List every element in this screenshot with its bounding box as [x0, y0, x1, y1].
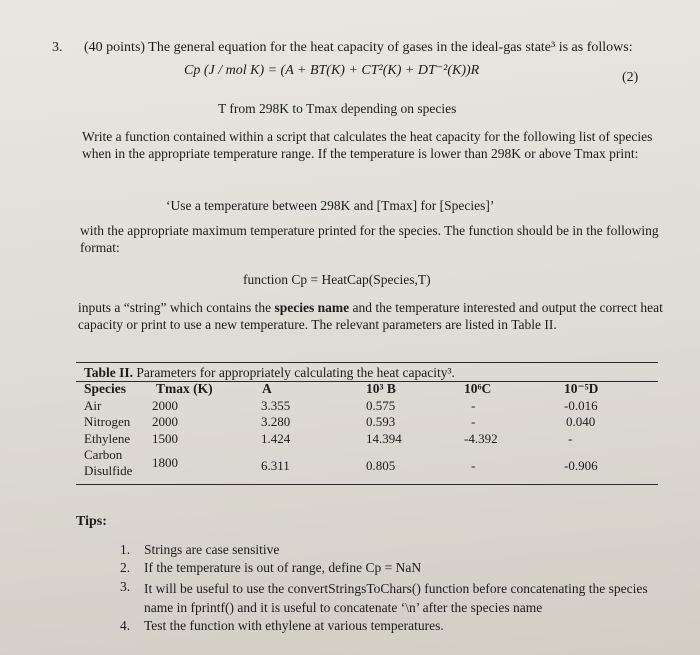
table-row-d: 0.040 [566, 414, 596, 429]
table-row-c: -4.392 [464, 431, 498, 446]
tip-number: 4. [120, 618, 131, 633]
table-row-tmax: 1800 [152, 455, 178, 470]
table-row-tmax: 2000 [152, 414, 178, 429]
question-number: 3. [52, 40, 63, 55]
table-row-tmax: 1500 [152, 431, 178, 446]
para3-text-b: and the temperature interested and output the correct heat capacity or print to use a new temperature. The relevant parameters are listed in Table II. [78, 300, 663, 332]
table-row-a: 1.424 [261, 431, 291, 446]
para3-species-name: species name [274, 300, 350, 315]
table-row-species: Ethylene [84, 431, 131, 446]
table-caption [84, 365, 455, 381]
table-caption-label: Table II. [84, 365, 134, 380]
table-header-b: 10³ B [366, 381, 396, 396]
table-bottom-rule [76, 484, 658, 485]
instructions-paragraph-2: with the appropriate maximum temperature printed for the species. The function should be in the following format: [80, 223, 659, 255]
table-row-b: 0.805 [366, 458, 396, 473]
table-header-tmax: Tmax (K) [156, 381, 213, 396]
tip-number: 2. [120, 560, 131, 575]
table-row-c: - [471, 458, 476, 473]
table-row-a: 6.311 [261, 458, 290, 473]
tips-heading: Tips: [76, 514, 107, 529]
instructions-paragraph-1: Write a function contained within a script that calculates the heat capacity for the following list of species when in the appropriate temperature range. If the temperature is lower than 298K or above Tmax print: [82, 129, 653, 161]
tip-text: Strings are case sensitive [144, 542, 280, 557]
tip-number: 3. [120, 579, 131, 594]
tip-text: If the temperature is out of range, define Cp = NaN [144, 560, 422, 575]
table-row-a: 3.280 [261, 414, 291, 429]
table-top-rule [76, 362, 658, 363]
table-row-d: - [568, 431, 573, 446]
out-of-range-message: ‘Use a temperature between 298K and [Tmax] for [Species]’ [166, 198, 495, 213]
table-row-species: Nitrogen [84, 414, 131, 429]
table-row-species: Carbon Disulfide [84, 447, 133, 478]
table-row-tmax: 2000 [152, 398, 178, 413]
heat-capacity-equation [184, 62, 479, 79]
table-row-species: Air [84, 398, 102, 413]
table-row-a: 3.355 [261, 398, 291, 413]
equation-text: Cp (J / mol K) = (A + BT(K) + CT²(K) + DT⁻²(K))R [184, 63, 480, 78]
para3-text-a: inputs a “string” which contains the [78, 300, 275, 315]
table-header-species: Species [84, 381, 126, 396]
equation-number: (2) [622, 70, 639, 85]
table-row-c: - [471, 398, 476, 413]
tip-text: Test the function with ethylene at various temperatures. [144, 618, 444, 633]
table-row-c: - [471, 414, 476, 429]
table-row-d: -0.016 [564, 398, 598, 413]
table-row-d: -0.906 [564, 458, 598, 473]
question-intro: (40 points) The general equation for the heat capacity of gases in the ideal-gas state³ is as follows: [84, 40, 633, 55]
temperature-range: T from 298K to Tmax depending on species [218, 101, 457, 116]
table-header-c: 10⁶C [464, 381, 492, 396]
table-row-b: 0.593 [366, 414, 396, 429]
table-caption-text: Parameters for appropriately calculating the heat capacity³. [133, 365, 455, 380]
tip-text: It will be useful to use the convertStringsToChars() function before concatenating the species name in fprintf() and it is useful to concatenate ‘\n’ after the species name [144, 581, 648, 615]
table-row-b: 14.394 [366, 431, 402, 446]
table-row-b: 0.575 [366, 398, 396, 413]
instructions-paragraph-3 [78, 299, 670, 333]
function-signature: function Cp = HeatCap(Species,T) [243, 272, 431, 287]
table-header-a: A [262, 381, 272, 396]
table-header-d: 10⁻⁵D [564, 381, 599, 396]
tip-number: 1. [120, 542, 131, 557]
